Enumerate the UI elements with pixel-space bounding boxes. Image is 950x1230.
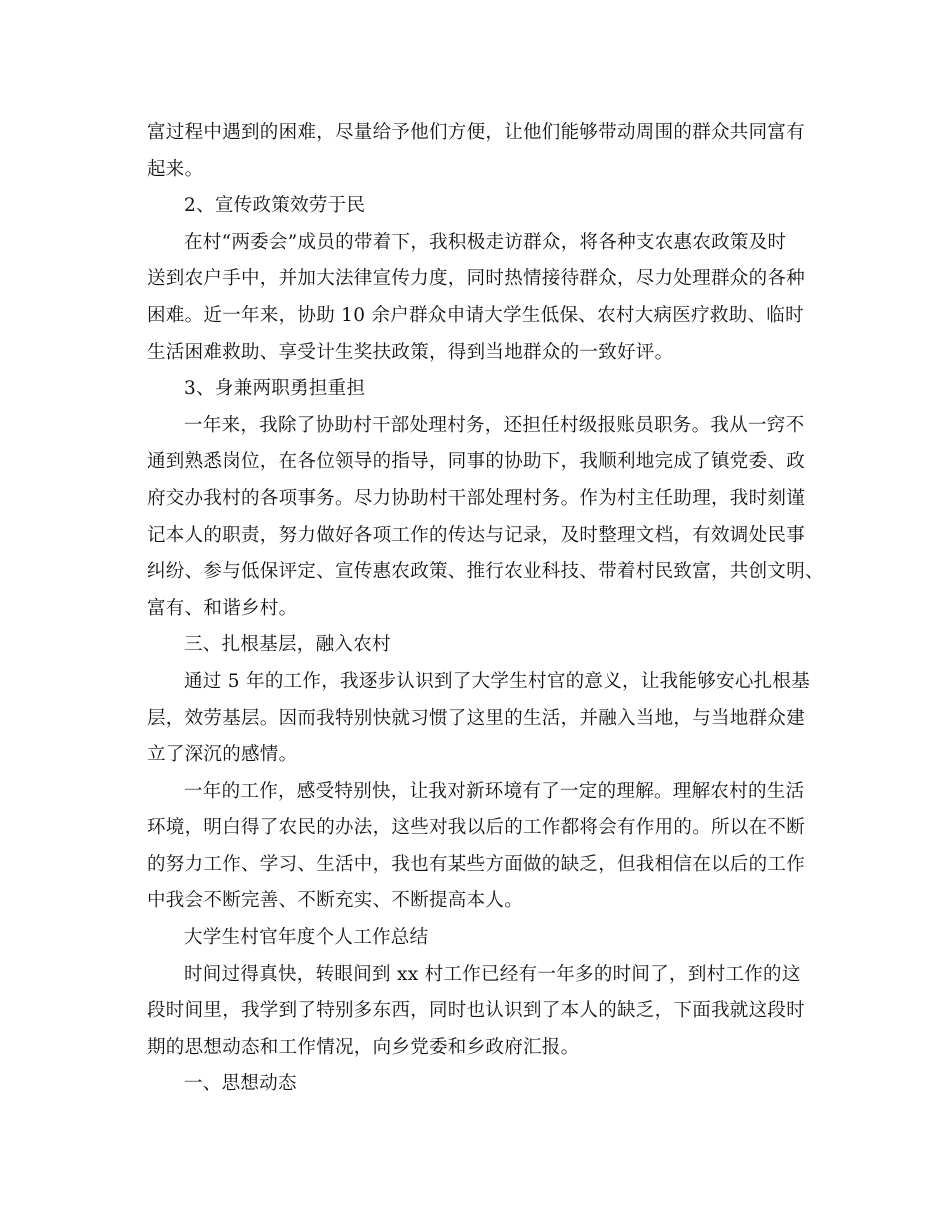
paragraph-start: 一年来，我除了协助村干部处理村务，还担任村级报账员职务。我从一窍不 [184, 414, 805, 436]
text-line: 期的思想动态和工作情况，向乡党委和乡政府汇报。 [147, 1036, 580, 1058]
paragraph-start: 一年的工作，感受特别快，让我对新环境有了一定的理解。理解农村的生活 [184, 780, 805, 802]
paragraph-start: 时间过得真快，转眼间到 xx 村工作已经有一年多的时间了，到村工作的这 [184, 963, 801, 985]
text-line: 通到熟悉岗位，在各位领导的指导，同事的协助下，我顺利地完成了镇党委、政 [147, 451, 806, 473]
text-line: 纠纷、参与低保评定、宣传惠农政策、推行农业科技、带着村民致富，共创文明、 [147, 561, 824, 583]
text-line: 府交办我村的各项事务。尽力协助村干部处理村务。作为村主任助理，我时刻谨 [147, 487, 806, 509]
text-line: 段时间里，我学到了特别多东西，同时也认识到了本人的缺乏，下面我就这段时 [147, 1000, 806, 1022]
text-line: 起来。 [147, 158, 204, 180]
document-body [147, 115, 824, 1103]
text-line: 环境，明白得了农民的办法，这些对我以后的工作都将会有作用的。所以在不断 [147, 817, 806, 839]
text-line: 记本人的职责，努力做好各项工作的传达与记录，及时整理文档，有效调处民事 [147, 524, 806, 546]
paragraph-start: 在村“两委会”成员的带着下，我积极走访群众，将各种支农惠农政策及时 [184, 231, 787, 253]
section-heading: 三、扎根基层，融入农村 [184, 634, 391, 656]
text-line: 的努力工作、学习、生活中，我也有某些方面做的缺乏，但我相信在以后的工作 [147, 853, 806, 875]
text-line: 中我会不断完善、不断充实、不断提高本人。 [147, 890, 524, 912]
text-line: 立了深沉的感情。 [147, 744, 298, 766]
text-line: 困难。近一年来，协助 10 余户群众申请大学生低保、农村大病医疗救助、临时 [147, 304, 804, 326]
section-heading: 3、身兼两职勇担重担 [184, 378, 366, 400]
text-line: 送到农户手中，并加大法律宣传力度，同时热情接待群众，尽力处理群众的各种 [147, 268, 806, 290]
section-heading: 一、思想动态 [184, 1073, 297, 1095]
text-line: 生活困难救助、享受计生奖扶政策，得到当地群众的一致好评。 [147, 341, 674, 363]
section-heading: 2、宣传政策效劳于民 [184, 195, 366, 217]
text-line: 富过程中遇到的困难，尽量给予他们方便，让他们能够带动周围的群众共同富有 [147, 122, 806, 143]
text-line: 层，效劳基层。因而我特别快就习惯了这里的生活，并融入当地，与当地群众建 [147, 707, 806, 729]
paragraph-start: 通过 5 年的工作，我逐步认识到了大学生村官的意义，让我能够安心扎根基 [184, 670, 811, 692]
document-title: 大学生村官年度个人工作总结 [184, 927, 429, 949]
text-line: 富有、和谐乡村。 [147, 597, 298, 619]
